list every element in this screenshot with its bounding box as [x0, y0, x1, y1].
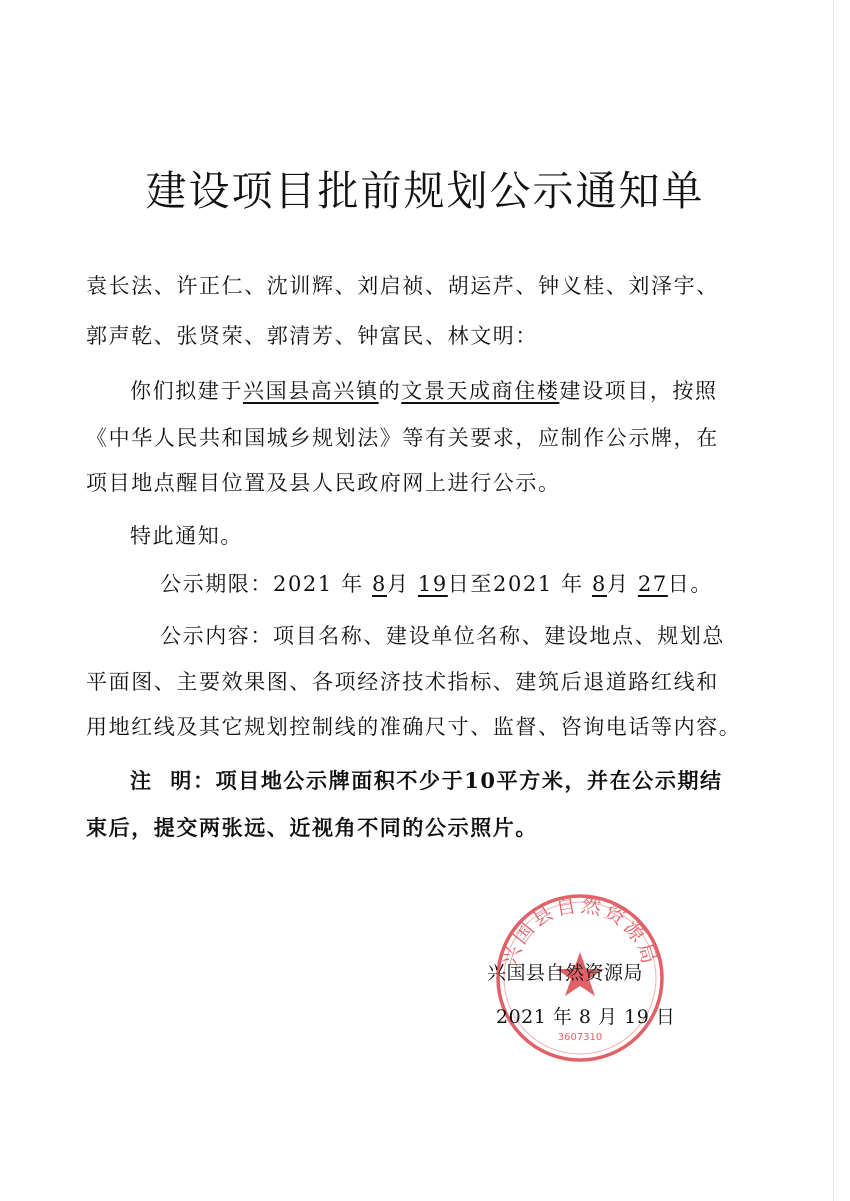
recipients-line-1: 袁长法、许正仁、沈训辉、刘启祯、胡运芹、钟义桂、刘泽宇、 [86, 274, 719, 298]
period-month-suffix: 月 [386, 572, 410, 596]
period-end-month-suffix: 月 [606, 572, 630, 596]
content-line-3: 用地红线及其它规划控制线的准确尺寸、监督、咨询电话等内容。 [86, 715, 742, 739]
special-notice: 特此通知。 [130, 524, 243, 548]
period-label: 公示期限： [160, 572, 273, 596]
period-end-day: 27 [637, 572, 668, 596]
paragraph1-line-2: 《中华人民共和国城乡规划法》等有关要求，应制作公示牌，在 [86, 426, 719, 450]
content-line-2: 平面图、主要效果图、各项经济技术指标、建筑后退道路红线和 [86, 670, 719, 694]
paragraph1-de: 的 [378, 379, 402, 403]
page-title: 建设项目批前规划公示通知单 [145, 167, 705, 215]
svg-text:兴国县自然资源局: 兴国县自然资源局 [497, 892, 663, 970]
paragraph1-intro: 你们拟建于 [130, 379, 243, 403]
paragraph1-line-3: 项目地点醒目位置及县人民政府网上进行公示。 [86, 471, 561, 495]
paragraph1-line-1 [130, 375, 718, 405]
signature-date: 2021 年 8 月 19 日 [496, 1006, 676, 1028]
project-name: 文景天成商住楼 [401, 379, 560, 403]
period-end-month: 8 [592, 572, 607, 596]
period-year-suffix: 年 [341, 572, 364, 596]
period-end-suffix: 日。 [667, 572, 713, 596]
period-end-year: 2021 [493, 572, 553, 596]
signature-org: 兴国县自然资源局 [487, 962, 644, 984]
period-day-suffix: 日至 [447, 572, 493, 596]
period-line [160, 568, 713, 598]
svg-text:3607310: 3607310 [557, 1032, 603, 1043]
period-start-day: 19 [417, 572, 448, 596]
content-line-1: 公示内容：项目名称、建设单位名称、建设地点、规划总 [160, 624, 725, 648]
note-line-1: 注 明：项目地公示牌面积不少于10平方米，并在公示期结 [130, 768, 723, 793]
project-location: 兴国县高兴镇 [243, 379, 379, 403]
period-start-year: 2021 [273, 572, 333, 596]
note-line-2: 束后，提交两张远、近视角不同的公示照片。 [86, 815, 538, 840]
period-end-year-suffix: 年 [561, 572, 584, 596]
period-start-month: 8 [372, 572, 387, 596]
recipients-line-2: 郭声乾、张贤荣、郭清芳、钟富民、林文明： [86, 324, 538, 348]
paragraph1-rest: 建设项目，按照 [559, 379, 718, 403]
